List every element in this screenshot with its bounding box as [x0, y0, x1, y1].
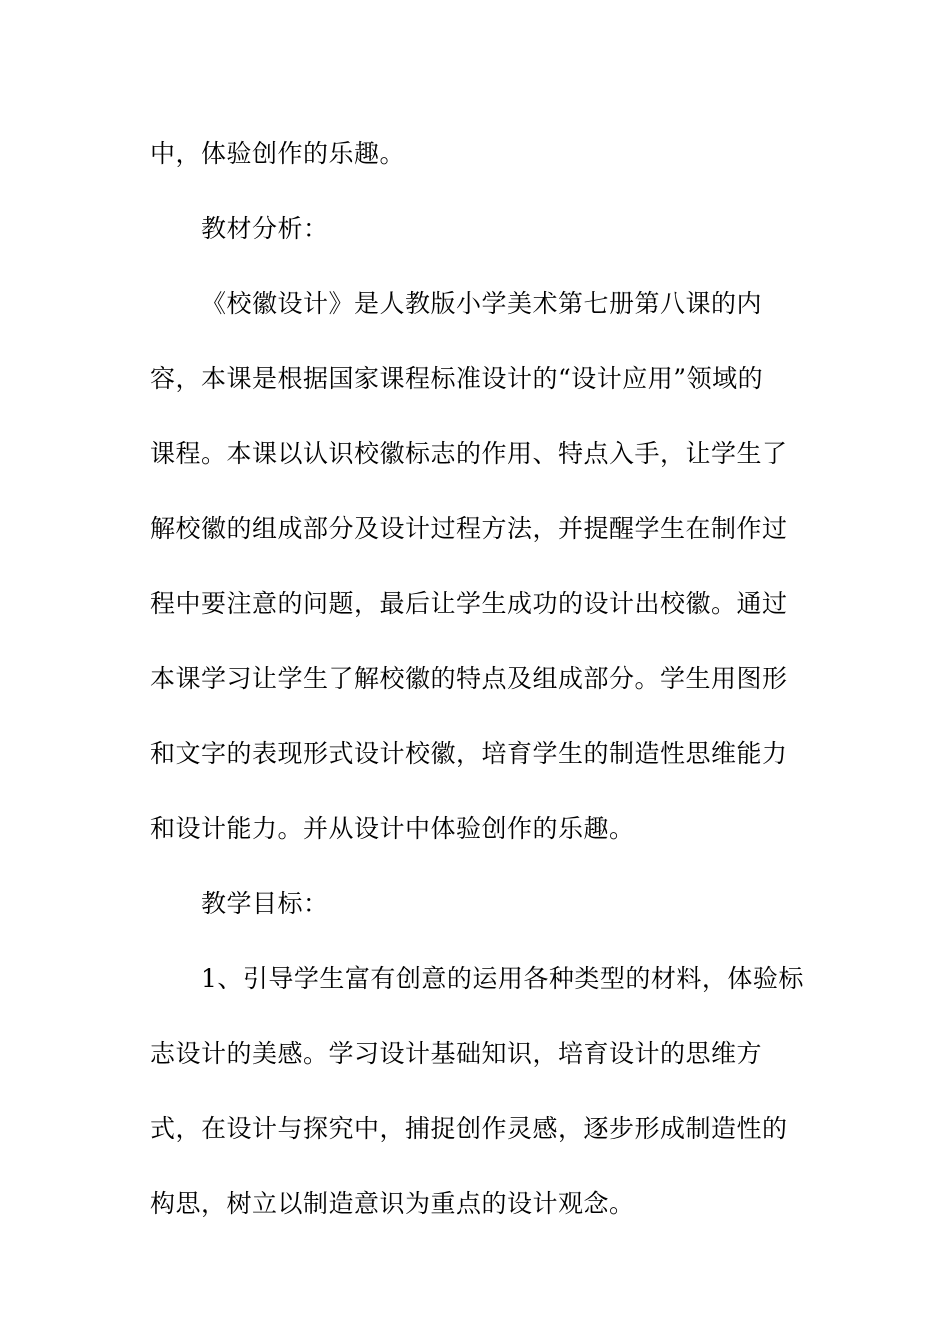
text-line: 构思，树立以制造意识为重点的设计观念。 [150, 1189, 635, 1218]
text-line: 1、引导学生富有创意的运用各种类型的材料，体验标 [201, 964, 804, 993]
section-heading-textbook-analysis: 教材分析： [201, 214, 329, 243]
text-line: 课程。本课以认识校徽标志的作用、特点入手，让学生了 [150, 439, 788, 468]
text-line: 志设计的美感。学习设计基础知识，培育设计的思维方 [150, 1039, 763, 1068]
text-line: 容，本课是根据国家课程标准设计的“设计应用”领域的 [150, 364, 764, 393]
text-line: 程中要注意的问题，最后让学生成功的设计出校徽。通过 [150, 589, 788, 618]
document-body [150, 127, 810, 1252]
text-line: 式，在设计与探究中，捕捉创作灵感，逐步形成制造性的 [150, 1114, 788, 1143]
section-heading-teaching-goals: 教学目标： [201, 889, 329, 918]
text-line: 和设计能力。并从设计中体验创作的乐趣。 [150, 814, 635, 843]
text-line: 解校徽的组成部分及设计过程方法，并提醒学生在制作过 [150, 514, 788, 543]
text-line: 中，体验创作的乐趣。 [150, 139, 406, 168]
text-line: 和文字的表现形式设计校徽，培育学生的制造性思维能力 [150, 739, 788, 768]
text-line: 《校徽设计》是人教版小学美术第七册第八课的内 [201, 289, 763, 318]
text-line: 本课学习让学生了解校徽的特点及组成部分。学生用图形 [150, 664, 788, 693]
